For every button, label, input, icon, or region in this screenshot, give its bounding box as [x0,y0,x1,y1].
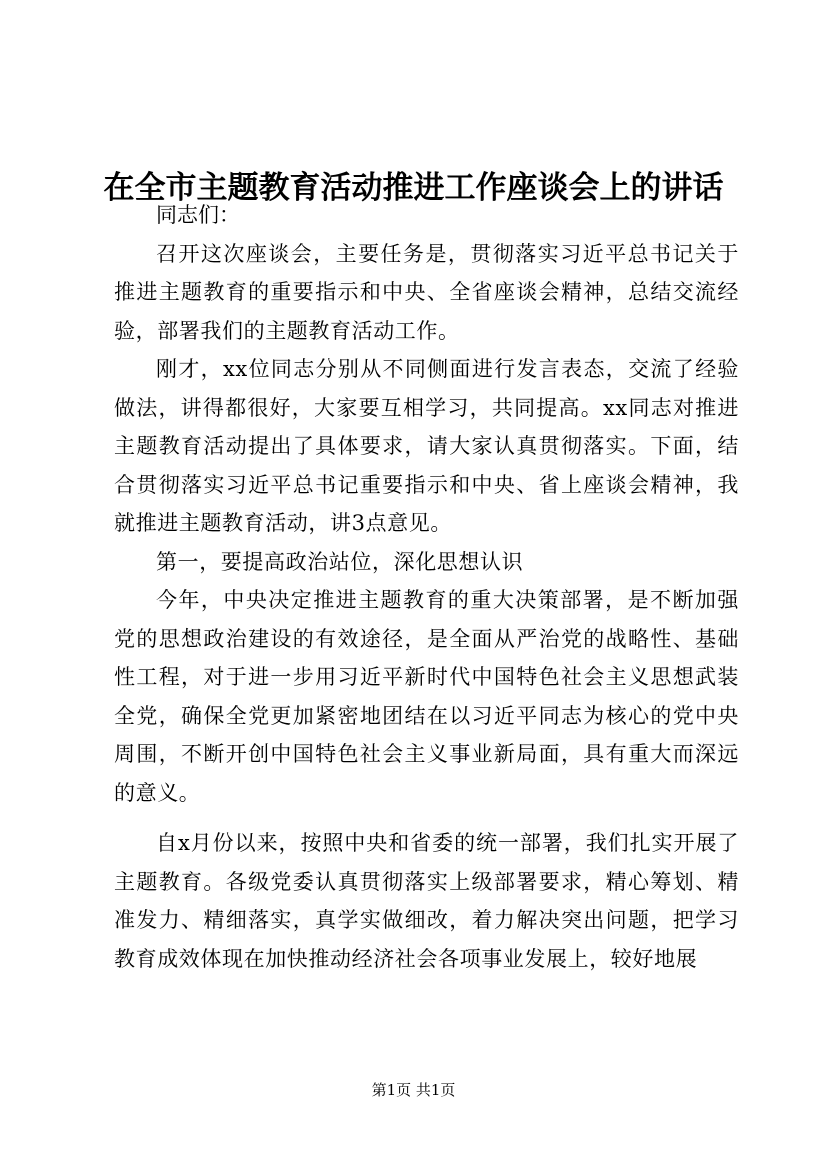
intro-paragraph-1: 召开这次座谈会，主要任务是，贯彻落实习近平总书记关于推进主题教育的重要指示和中央、全省座谈会精神，总结交流经验，部署我们的主题教育活动工作。 [114,241,739,343]
intro-paragraph-2: 刚才，xx位同志分别从不同侧面进行发言表态，交流了经验做法，讲得都很好，大家要互相学习，共同提高。xx同志对推进主题教育活动提出了具体要求，请大家认真贯彻落实。下面，结合贯彻落实习近平总书记重要指示和中央、省上座谈会精神，我就推进主题教育活动，讲3点意见。 [114,357,739,535]
salutation: 同志们： [156,203,240,227]
page-number-footer: 第1页 共1页 [371,1081,456,1099]
section-paragraph-2: 自x月份以来，按照中央和省委的统一部署，我们扎实开展了主题教育。各级党委认真贯彻落实上级部署要求，精心筹划、精准发力、精细落实，真学实做细改，着力解决突出问题，把学习教育成效体现在加快推动经济社会各项事业发展上，较好地展 [114,831,739,971]
section-paragraph-1: 今年，中央决定推进主题教育的重大决策部署，是不断加强党的思想政治建设的有效途径，是全面从严治党的战略性、基础性工程，对于进一步用习近平新时代中国特色社会主义思想武装全党，确保全党更加紧密地团结在以习近平同志为核心的党中央周围，不断开创中国特色社会主义事业新局面，具有重大而深远的意义。 [114,588,739,805]
section-heading: 第一，要提高政治站位，深化思想认识 [156,549,524,574]
document-title: 在全市主题教育活动推进工作座谈会上的讲话 [103,169,724,206]
paragraph-spacer [114,812,739,824]
document-body [114,196,739,978]
